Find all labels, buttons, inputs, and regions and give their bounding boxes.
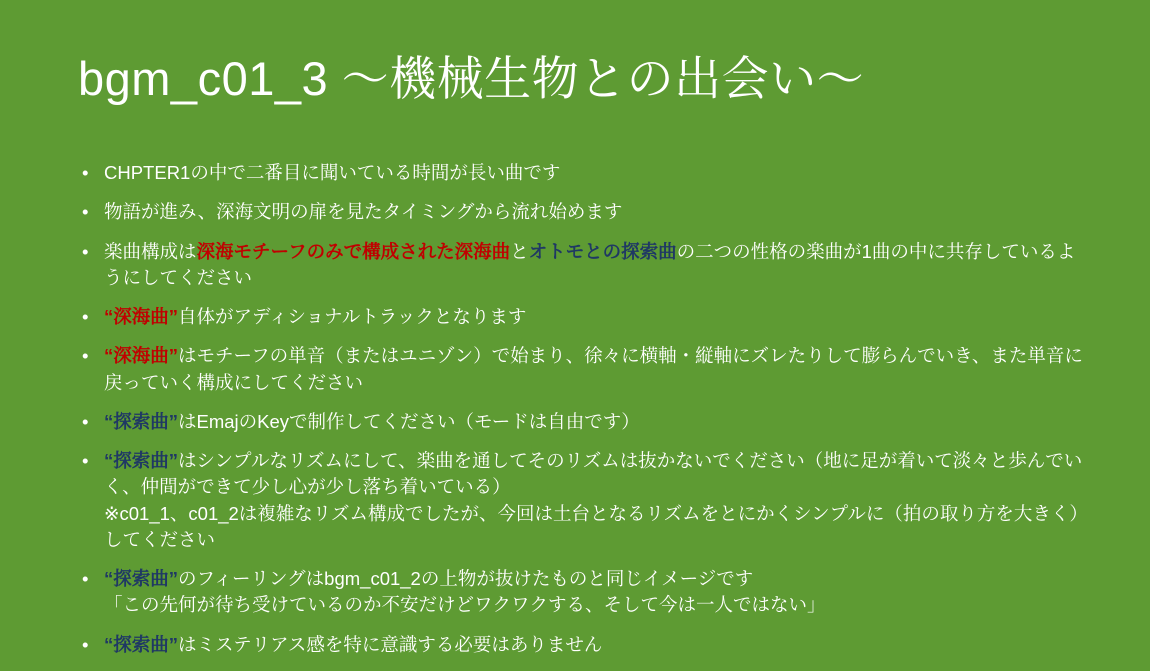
list-item (78, 160, 1088, 186)
bullet-text-segment: はモチーフの単音（またはユニゾン）で始まり、徐々に横軸・縦軸にズレたりして膨らんでいき、また単音に戻っていく構成にしてください (104, 345, 1083, 393)
bullet-line (104, 160, 1088, 186)
bullet-line (104, 632, 1088, 658)
bullet-text-segment: と (510, 240, 529, 262)
page-title: bgm_c01_3 ～機械生物との出会い～ (78, 52, 865, 105)
bullet-text-segment: “深海曲” (104, 345, 179, 367)
bullet-text-segment: “探索曲” (104, 568, 179, 590)
list-item (78, 239, 1088, 292)
bullet-text-segment: はシンプルなリズムにして、楽曲を通してそのリズムは抜かないでください（地に足が着いて淡々と歩んでいく、仲間ができて少し心が少し落ち着いている） (104, 450, 1083, 498)
bullet-text-segment: 楽曲構成は (104, 240, 197, 262)
bullet-line (104, 304, 1088, 330)
list-item (78, 304, 1088, 330)
bullet-text-segment: はEmajのKeyで制作してください（モードは自由です） (178, 410, 640, 432)
bullet-text-segment: “探索曲” (104, 633, 179, 655)
bullet-line (104, 566, 1088, 592)
list-item (78, 199, 1088, 225)
list-item (78, 566, 1088, 619)
bullet-line (104, 409, 1088, 435)
bullet-text-segment: 自体がアディショナルトラックとなります (178, 306, 527, 328)
bullet-text-segment: オトモとの探索曲 (528, 240, 677, 262)
bullet-text-segment: “探索曲” (104, 410, 179, 432)
bullet-line (104, 199, 1088, 225)
list-item (78, 343, 1088, 396)
list-item (78, 409, 1088, 435)
bullet-line (104, 501, 1088, 554)
list-item (78, 632, 1088, 658)
bullet-line (104, 592, 1088, 618)
bullet-line (104, 448, 1088, 501)
bullet-text-segment: “探索曲” (104, 450, 179, 472)
bullet-text-segment: ※c01_1、c01_2は複雑なリズム構成でしたが、今回は土台となるリズムをとにかくシンプルに（拍の取り方を大きく）してください (104, 502, 1088, 550)
bullet-line (104, 239, 1088, 292)
bullet-text-segment: のフィーリングはbgm_c01_2の上物が抜けたものと同じイメージです (178, 568, 754, 590)
bullet-text-segment: はミステリアス感を特に意識する必要はありません (178, 633, 603, 655)
bullet-text-segment: 深海モチーフのみで構成された深海曲 (196, 240, 511, 262)
bullet-text-segment: CHPTER1の中で二番目に聞いている時間が長い曲です (104, 162, 561, 183)
bullet-text-segment: 「この先何が待ち受けているのか不安だけどワクワクする、そして今は一人ではない」 (104, 594, 826, 616)
bullet-text-segment: の二つの性格の楽曲が1曲の中に共存しているようにしてください (104, 240, 1076, 288)
bullet-line (104, 343, 1088, 396)
bullet-text-segment: 物語が進み、深海文明の扉を見たタイミングから流れ始めます (104, 201, 623, 223)
list-item (78, 448, 1088, 553)
bullet-text-segment: “深海曲” (104, 306, 179, 328)
bullet-list (78, 160, 1088, 671)
